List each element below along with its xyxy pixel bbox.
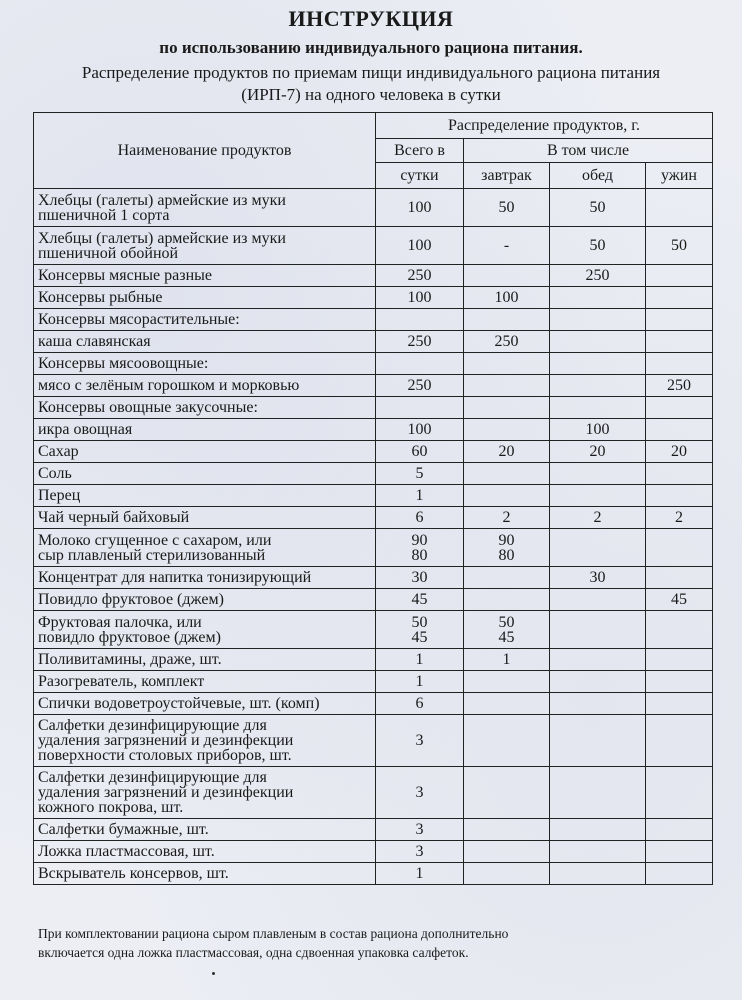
product-name-line: Повидло фруктовое (джем) [38, 591, 224, 608]
breakfast-cell [464, 611, 550, 649]
breakfast-cell [464, 485, 550, 507]
table-row [34, 331, 713, 353]
value-line: 1 [415, 865, 424, 882]
description-line-1: Распределение продуктов по приемам пищи индивидуального рациона питания [81, 63, 661, 82]
value-line: 45 [498, 628, 515, 646]
product-name-cell [34, 819, 376, 841]
dinner-cell [646, 611, 713, 649]
dinner-cell [646, 767, 713, 819]
dinner-cell [646, 507, 713, 529]
product-name-cell [34, 715, 376, 767]
product-name-cell [34, 189, 376, 227]
table-row [34, 841, 713, 863]
product-name-cell [34, 419, 376, 441]
product-name-line: удаления загрязнений и дезинфекции [38, 732, 294, 749]
value-line: 50 [589, 237, 606, 254]
lunch-cell [550, 375, 646, 397]
speck-mark [212, 972, 215, 975]
dinner-cell [646, 529, 713, 567]
table-row [34, 767, 713, 819]
product-name-line: мясо с зелёным горошком и морковью [38, 377, 300, 394]
lunch-cell [550, 863, 646, 885]
table-row [34, 485, 713, 507]
table-row [34, 693, 713, 715]
table-row [34, 649, 713, 671]
dinner-cell [646, 715, 713, 767]
total-cell [376, 671, 464, 693]
product-name-line: удаления загрязнений и дезинфекции [38, 784, 294, 801]
header-breakfast: завтрак [464, 163, 550, 189]
total-cell [376, 331, 464, 353]
lunch-cell [550, 611, 646, 649]
lunch-cell [550, 693, 646, 715]
product-name-line: Спички водоветроустойчевые, шт. (комп) [38, 695, 320, 712]
total-cell [376, 819, 464, 841]
header-including: В том числе [464, 139, 713, 163]
total-cell [376, 649, 464, 671]
table-row [34, 529, 713, 567]
value-line: 80 [411, 546, 428, 564]
breakfast-cell [464, 375, 550, 397]
value-line: 50 [589, 199, 606, 216]
total-cell [376, 265, 464, 287]
product-name-cell [34, 841, 376, 863]
product-name-line: поверхности столовых приборов, шт. [38, 747, 292, 764]
lunch-cell [550, 529, 646, 567]
dinner-cell [646, 441, 713, 463]
value-line: 100 [407, 237, 432, 254]
product-name-cell [34, 611, 376, 649]
product-name-cell [34, 863, 376, 885]
header-lunch: обед [550, 163, 646, 189]
table-row [34, 189, 713, 227]
description-line-2: (ИРП-7) на одного человека в сутки [241, 85, 501, 104]
lunch-cell [550, 485, 646, 507]
breakfast-cell [464, 441, 550, 463]
value-line: 90 [498, 531, 515, 549]
dinner-cell [646, 485, 713, 507]
lunch-cell [550, 649, 646, 671]
lunch-cell [550, 189, 646, 227]
ration-table [33, 112, 713, 885]
dinner-cell [646, 353, 713, 375]
product-name-cell [34, 767, 376, 819]
breakfast-cell [464, 649, 550, 671]
lunch-cell [550, 767, 646, 819]
total-cell [376, 375, 464, 397]
table-row [34, 715, 713, 767]
product-name-line: икра овощная [38, 421, 133, 438]
value-line: 250 [407, 377, 432, 394]
value-line: 45 [411, 628, 428, 646]
product-name-line: повидло фруктовое (джем) [38, 628, 221, 646]
total-cell [376, 227, 464, 265]
product-name-line: кожного покрова, шт. [38, 799, 184, 816]
dinner-cell [646, 841, 713, 863]
table-row [34, 287, 713, 309]
footer-line-1: При комплектовании рациона сыром плавленым в состав рациона дополнительно [38, 926, 509, 941]
value-line: 100 [407, 199, 432, 216]
value-line: 3 [415, 732, 424, 749]
breakfast-cell [464, 463, 550, 485]
breakfast-cell [464, 529, 550, 567]
breakfast-cell [464, 331, 550, 353]
product-name-cell [34, 397, 376, 419]
total-cell [376, 767, 464, 819]
breakfast-cell [464, 309, 550, 331]
value-line: 50 [411, 613, 428, 631]
value-line: 100 [407, 289, 432, 306]
total-cell [376, 353, 464, 375]
product-name-line: Концентрат для напитка тонизирующий [38, 569, 312, 586]
lunch-cell [550, 567, 646, 589]
document-subtitle: по использованию индивидуального рациона питания. [159, 38, 583, 57]
table-row [34, 375, 713, 397]
lunch-cell [550, 353, 646, 375]
product-name-cell [34, 693, 376, 715]
product-name-line: Салфетки бумажные, шт. [38, 821, 209, 838]
value-line: 90 [411, 531, 428, 549]
total-cell [376, 715, 464, 767]
breakfast-cell [464, 693, 550, 715]
value-line: 2 [593, 509, 602, 526]
value-line: 3 [415, 784, 424, 801]
product-name-cell [34, 227, 376, 265]
dinner-cell [646, 265, 713, 287]
total-cell [376, 309, 464, 331]
lunch-cell [550, 507, 646, 529]
lunch-cell [550, 309, 646, 331]
total-cell [376, 189, 464, 227]
value-line: 6 [415, 695, 424, 712]
total-cell [376, 589, 464, 611]
lunch-cell [550, 463, 646, 485]
product-name-line: Соль [38, 465, 72, 482]
value-line: 250 [407, 333, 432, 350]
lunch-cell [550, 441, 646, 463]
value-line: 1 [415, 487, 424, 504]
product-name-cell [34, 309, 376, 331]
dinner-cell [646, 331, 713, 353]
product-name-line: Консервы овощные закусочные: [38, 399, 258, 416]
product-name-cell [34, 567, 376, 589]
breakfast-cell [464, 227, 550, 265]
dinner-cell [646, 863, 713, 885]
total-cell [376, 397, 464, 419]
dinner-cell [646, 649, 713, 671]
breakfast-cell [464, 819, 550, 841]
value-line: 6 [415, 509, 424, 526]
product-name-cell [34, 529, 376, 567]
product-name-cell [34, 441, 376, 463]
product-name-line: Салфетки дезинфицирующие для [38, 717, 267, 734]
breakfast-cell [464, 507, 550, 529]
value-line: 20 [498, 443, 515, 460]
header-total-line2: сутки [376, 163, 464, 189]
table-row [34, 265, 713, 287]
value-line: 100 [494, 289, 519, 306]
dinner-cell [646, 227, 713, 265]
total-cell [376, 529, 464, 567]
breakfast-cell [464, 265, 550, 287]
total-cell [376, 441, 464, 463]
header-product-name: Наименование продуктов [34, 113, 376, 189]
product-name-cell [34, 649, 376, 671]
value-line: 80 [498, 546, 515, 564]
table-row [34, 507, 713, 529]
value-line: 3 [415, 821, 424, 838]
product-name-line: Консервы мясные разные [38, 267, 212, 284]
dinner-cell [646, 189, 713, 227]
table-row [34, 863, 713, 885]
product-name-cell [34, 485, 376, 507]
document-title: ИНСТРУКЦИЯ [288, 6, 454, 31]
table-row [34, 671, 713, 693]
product-name-line: каша славянская [38, 333, 151, 350]
product-name-cell [34, 463, 376, 485]
table-row [34, 419, 713, 441]
total-cell [376, 507, 464, 529]
footer-note [38, 924, 718, 962]
product-name-cell [34, 287, 376, 309]
product-name-cell [34, 265, 376, 287]
value-line: 20 [671, 443, 687, 460]
lunch-cell [550, 397, 646, 419]
product-name-line: пшеничной 1 сорта [38, 206, 170, 224]
total-cell [376, 863, 464, 885]
dinner-cell [646, 287, 713, 309]
total-cell [376, 485, 464, 507]
value-line: 45 [671, 591, 687, 608]
value-line: 250 [667, 377, 691, 394]
product-name-line: Ложка пластмассовая, шт. [38, 843, 215, 860]
lunch-cell [550, 671, 646, 693]
value-line: 30 [589, 569, 606, 586]
table-row [34, 589, 713, 611]
value-line: 50 [498, 199, 515, 216]
total-cell [376, 693, 464, 715]
value-line: 45 [411, 591, 428, 608]
value-line: 1 [415, 651, 424, 668]
dinner-cell [646, 671, 713, 693]
product-name-line: Консервы мясоовощные: [38, 355, 209, 372]
table-row [34, 441, 713, 463]
table-row [34, 309, 713, 331]
lunch-cell [550, 841, 646, 863]
product-name-line: Разогреватель, комплект [38, 673, 205, 690]
product-name-cell [34, 353, 376, 375]
header-dinner: ужин [646, 163, 713, 189]
value-line: 30 [411, 569, 428, 586]
product-name-cell [34, 671, 376, 693]
breakfast-cell [464, 287, 550, 309]
product-name-line: Хлебцы (галеты) армейские из муки [38, 191, 286, 209]
dinner-cell [646, 463, 713, 485]
value-line: 100 [585, 421, 610, 438]
dinner-cell [646, 567, 713, 589]
product-name-cell [34, 375, 376, 397]
value-line: 1 [502, 651, 511, 668]
product-name-line: Молоко сгущенное с сахаром, или [38, 531, 272, 549]
value-line: 250 [585, 267, 610, 284]
product-name-line: Чай черный байховый [38, 509, 190, 526]
table-row [34, 463, 713, 485]
lunch-cell [550, 265, 646, 287]
dinner-cell [646, 397, 713, 419]
value-line: 2 [675, 509, 683, 526]
lunch-cell [550, 227, 646, 265]
breakfast-cell [464, 767, 550, 819]
product-name-line: сыр плавленый стерилизованный [38, 546, 266, 564]
product-name-cell [34, 507, 376, 529]
lunch-cell [550, 819, 646, 841]
product-name-line: Консервы мясорастительные: [38, 311, 240, 328]
product-name-line: Хлебцы (галеты) армейские из муки [38, 229, 286, 247]
value-line: 1 [415, 673, 424, 690]
dinner-cell [646, 309, 713, 331]
lunch-cell [550, 287, 646, 309]
lunch-cell [550, 331, 646, 353]
table-row [34, 819, 713, 841]
table-row [34, 353, 713, 375]
value-line: 100 [407, 421, 432, 438]
lunch-cell [550, 419, 646, 441]
breakfast-cell [464, 715, 550, 767]
breakfast-cell [464, 397, 550, 419]
table-row [34, 611, 713, 649]
value-line: - [503, 237, 510, 254]
header-total-line1: Всего в [376, 139, 464, 163]
dinner-cell [646, 819, 713, 841]
total-cell [376, 419, 464, 441]
breakfast-cell [464, 567, 550, 589]
lunch-cell [550, 589, 646, 611]
product-name-line: Поливитамины, драже, шт. [38, 651, 222, 668]
product-name-line: Вскрыватель консервов, шт. [38, 865, 229, 882]
total-cell [376, 463, 464, 485]
header-distribution: Распределение продуктов, г. [376, 113, 713, 139]
total-cell [376, 611, 464, 649]
total-cell [376, 841, 464, 863]
value-line: 250 [407, 267, 432, 284]
value-line: 3 [415, 843, 424, 860]
product-name-cell [34, 331, 376, 353]
breakfast-cell [464, 841, 550, 863]
value-line: 50 [498, 613, 515, 631]
dinner-cell [646, 375, 713, 397]
footer-line-2: включается одна ложка пластмассовая, одна сдвоенная упаковка салфеток. [38, 945, 469, 960]
product-name-line: Фруктовая палочка, или [38, 613, 202, 631]
product-name-line: Консервы рыбные [38, 289, 163, 306]
breakfast-cell [464, 189, 550, 227]
breakfast-cell [464, 419, 550, 441]
breakfast-cell [464, 671, 550, 693]
total-cell [376, 287, 464, 309]
dinner-cell [646, 419, 713, 441]
breakfast-cell [464, 353, 550, 375]
value-line: 5 [415, 465, 424, 482]
table-row [34, 567, 713, 589]
value-line: 50 [671, 237, 687, 254]
value-line: 250 [494, 333, 519, 350]
lunch-cell [550, 715, 646, 767]
breakfast-cell [464, 863, 550, 885]
breakfast-cell [464, 589, 550, 611]
dinner-cell [646, 589, 713, 611]
value-line: 60 [411, 443, 428, 460]
product-name-line: Перец [38, 487, 81, 504]
dinner-cell [646, 693, 713, 715]
value-line: 2 [502, 509, 511, 526]
product-name-line: пшеничной обойной [38, 244, 179, 262]
table-row [34, 227, 713, 265]
table-row [34, 397, 713, 419]
product-name-line: Сахар [38, 443, 79, 460]
document-description [20, 62, 722, 106]
product-name-line: Салфетки дезинфицирующие для [38, 769, 267, 786]
value-line: 20 [589, 443, 606, 460]
total-cell [376, 567, 464, 589]
product-name-cell [34, 589, 376, 611]
